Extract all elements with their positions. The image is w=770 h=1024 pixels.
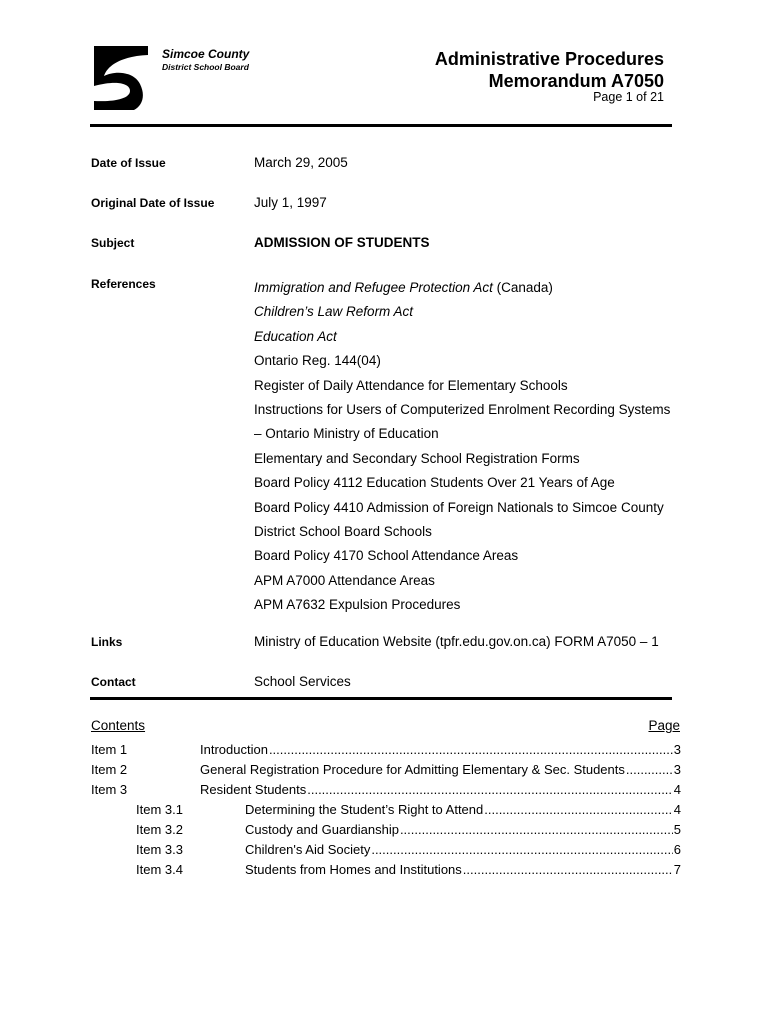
toc-page: 3: [673, 742, 681, 757]
reference-item: Education Act: [254, 328, 337, 344]
toc-page: 3: [673, 762, 681, 777]
toc-title[interactable]: Children's Aid Society: [245, 842, 371, 857]
reference-item: Instructions for Users of Computerized Enrolment Recording Systems: [254, 402, 671, 418]
toc-leader: [307, 782, 673, 797]
title-line-1: Administrative Procedures: [434, 49, 664, 69]
date-of-issue-value: March 29, 2005: [254, 155, 348, 170]
links-label: Links: [91, 635, 123, 649]
contact-value: School Services: [254, 674, 351, 689]
toc-page: 7: [673, 862, 681, 877]
org-name: Simcoe County: [162, 47, 250, 61]
toc-title[interactable]: Resident Students: [200, 782, 307, 797]
reference-item: Register of Daily Attendance for Elementary Schools: [254, 377, 568, 393]
references-list: [254, 276, 670, 618]
reference-suffix: (Canada): [492, 280, 553, 295]
board-logo-icon: [94, 46, 148, 110]
toc-entry[interactable]: [91, 862, 681, 882]
toc-leader: [400, 822, 673, 837]
subject-value: ADMISSION OF STUDENTS: [254, 235, 430, 250]
reference-item: – Ontario Ministry of Education: [254, 426, 439, 442]
toc-entry[interactable]: [91, 802, 681, 822]
subject-label: Subject: [91, 236, 135, 250]
toc-title[interactable]: Students from Homes and Institutions: [245, 862, 462, 877]
date-of-issue-label: Date of Issue: [91, 156, 166, 170]
toc-page: 4: [673, 802, 681, 817]
toc-leader: [269, 742, 673, 757]
toc-leader: [484, 802, 673, 817]
page-number: Page 1 of 21: [593, 90, 664, 104]
contents-heading: Contents: [91, 718, 146, 733]
toc-item-number: Item 3.4: [136, 862, 183, 877]
links-value: Ministry of Education Website (tpfr.edu.gov.on.ca) FORM A7050 – 1: [254, 634, 659, 649]
toc-page: 6: [673, 842, 681, 857]
toc-page: 4: [673, 782, 681, 797]
toc-item-number: Item 2: [91, 762, 128, 777]
contact-label: Contact: [91, 675, 136, 689]
original-date-label: Original Date of Issue: [91, 196, 215, 210]
document-title: [435, 48, 664, 92]
original-date-value: July 1, 1997: [254, 195, 327, 210]
toc-item-number: Item 3.2: [136, 822, 183, 837]
contents-divider: [90, 697, 672, 700]
toc-leader: [371, 842, 672, 857]
toc-title[interactable]: Determining the Student’s Right to Attend: [245, 802, 484, 817]
toc-page: 5: [673, 822, 681, 837]
toc-entry[interactable]: [91, 842, 681, 862]
reference-item: APM A7000 Attendance Areas: [254, 572, 435, 588]
toc-leader: [626, 762, 673, 777]
reference-item: Board Policy 4112 Education Students Over 21 Years of Age: [254, 475, 615, 491]
reference-item: Ontario Reg. 144(04): [254, 353, 381, 369]
toc-title[interactable]: Introduction: [200, 742, 268, 757]
reference-item: Children’s Law Reform Act: [254, 304, 414, 320]
reference-item: District School Board Schools: [254, 524, 432, 540]
org-subtitle: District School Board: [162, 62, 249, 72]
toc-item-number: Item 1: [91, 742, 128, 757]
title-line-2: Memorandum A7050: [488, 71, 664, 91]
toc-item-number: Item 3.3: [136, 842, 183, 857]
toc-title[interactable]: Custody and Guardianship: [245, 822, 399, 837]
reference-italic: Immigration and Refugee Protection Act: [254, 280, 493, 295]
toc-item-number: Item 3: [91, 782, 128, 797]
reference-item: Board Policy 4170 School Attendance Areas: [254, 548, 519, 564]
header-divider: [90, 124, 672, 127]
reference-item: Elementary and Secondary School Registration Forms: [254, 450, 580, 466]
toc-title[interactable]: General Registration Procedure for Admitting Elementary & Sec. Students: [200, 762, 625, 777]
reference-item: [254, 276, 670, 300]
toc-leader: [463, 862, 673, 877]
toc-item-number: Item 3.1: [136, 802, 183, 817]
contents-page-heading: Page: [648, 718, 680, 733]
reference-item: Board Policy 4410 Admission of Foreign Nationals to Simcoe County: [254, 499, 664, 515]
reference-item: APM A7632 Expulsion Procedures: [254, 597, 461, 613]
toc-entry[interactable]: [91, 762, 681, 782]
toc-entry[interactable]: [91, 782, 681, 802]
toc-entry[interactable]: [91, 742, 681, 762]
references-label: References: [91, 277, 156, 291]
toc-entry[interactable]: [91, 822, 681, 842]
